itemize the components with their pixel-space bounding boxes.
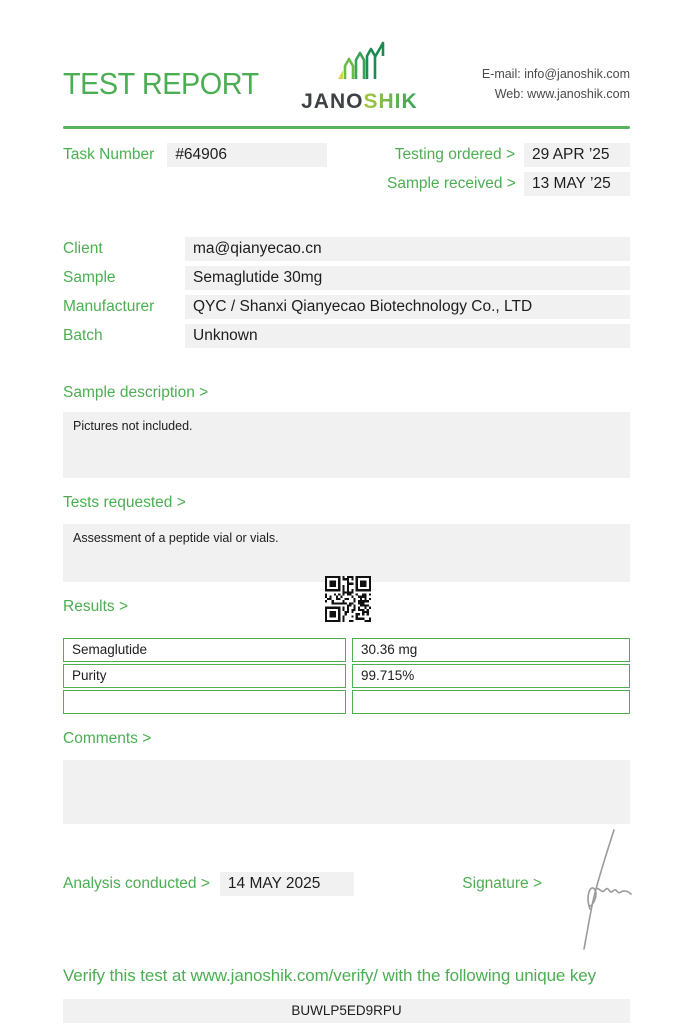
sample-row: [63, 266, 630, 290]
testing-ordered-row: [387, 143, 630, 167]
web-label: Web:: [494, 87, 524, 101]
client-row: [63, 237, 630, 261]
manufacturer-value: QYC / Shanxi Qianyecao Biotechnology Co., LTD: [185, 295, 630, 319]
page-title: TEST REPORT: [63, 66, 259, 101]
email-label: E-mail:: [481, 67, 521, 81]
manufacturer-row: [63, 295, 630, 319]
sample-description-heading: Sample description >: [63, 384, 209, 401]
testing-ordered-label: Testing ordered >: [394, 146, 515, 163]
qr-code: [325, 576, 371, 622]
task-number-value: #64906: [167, 143, 327, 167]
tests-requested-box: Assessment of a peptide vial or vials.: [63, 524, 630, 582]
table-cell-analyte-2: Purity: [63, 664, 346, 688]
web-value: www.janoshik.com: [527, 87, 630, 101]
contact-info: [482, 64, 630, 104]
bar-chart-growth-icon: [299, 40, 419, 89]
janoshik-logo: [299, 40, 419, 114]
analysis-date-value: 14 MAY 2025: [220, 872, 354, 896]
task-number-label: Task Number: [63, 146, 155, 163]
sample-received-label: Sample received >: [387, 175, 516, 192]
contact-email-line: [482, 64, 630, 84]
table-cell-analyte-3: [63, 690, 346, 714]
sample-description-box: Pictures not included.: [63, 412, 630, 478]
manufacturer-label: Manufacturer: [63, 298, 155, 315]
results-section: [63, 582, 630, 714]
verify-instruction: Verify this test at www.janoshik.com/verify/ with the following unique key: [63, 966, 597, 985]
results-table: [63, 638, 630, 714]
results-table-analyte-column: [63, 638, 346, 714]
batch-row: [63, 324, 630, 348]
logo-text-jano: JANO: [301, 90, 364, 113]
report-header: [63, 40, 630, 114]
logo-wordmark: [299, 90, 419, 114]
batch-value: Unknown: [185, 324, 630, 348]
analysis-row: [63, 872, 630, 896]
results-table-value-column: [352, 638, 630, 714]
sample-received-value: 13 MAY ’25: [524, 172, 630, 196]
email-value: info@janoshik.com: [524, 67, 630, 81]
contact-web-line: [482, 84, 630, 104]
table-cell-value-2: 99.715%: [352, 664, 630, 688]
client-label: Client: [63, 240, 103, 257]
testing-ordered-value: 29 APR ’25: [524, 143, 630, 167]
sample-received-row: [387, 172, 630, 196]
sample-label: Sample: [63, 269, 116, 286]
signature-label: Signature >: [462, 875, 542, 892]
client-value: ma@qianyecao.cn: [185, 237, 630, 261]
unique-key-value: BUWLP5ED9RPU: [63, 999, 630, 1023]
logo-text-shik: SHIK: [363, 90, 418, 113]
table-cell-value-1: 30.36 mg: [352, 638, 630, 662]
sample-info-block: [63, 237, 630, 348]
header-divider: [63, 126, 630, 129]
batch-label: Batch: [63, 327, 103, 344]
comments-box: [63, 760, 630, 824]
comments-heading: Comments >: [63, 730, 152, 747]
signature-image: [568, 827, 642, 958]
analysis-conducted-label: Analysis conducted >: [63, 875, 210, 892]
table-cell-value-3: [352, 690, 630, 714]
tests-requested-heading: Tests requested >: [63, 494, 186, 511]
dates-block: [387, 143, 630, 201]
results-heading: Results >: [63, 598, 129, 615]
table-cell-analyte-1: Semaglutide: [63, 638, 346, 662]
task-row: [63, 143, 630, 201]
sample-value: Semaglutide 30mg: [185, 266, 630, 290]
